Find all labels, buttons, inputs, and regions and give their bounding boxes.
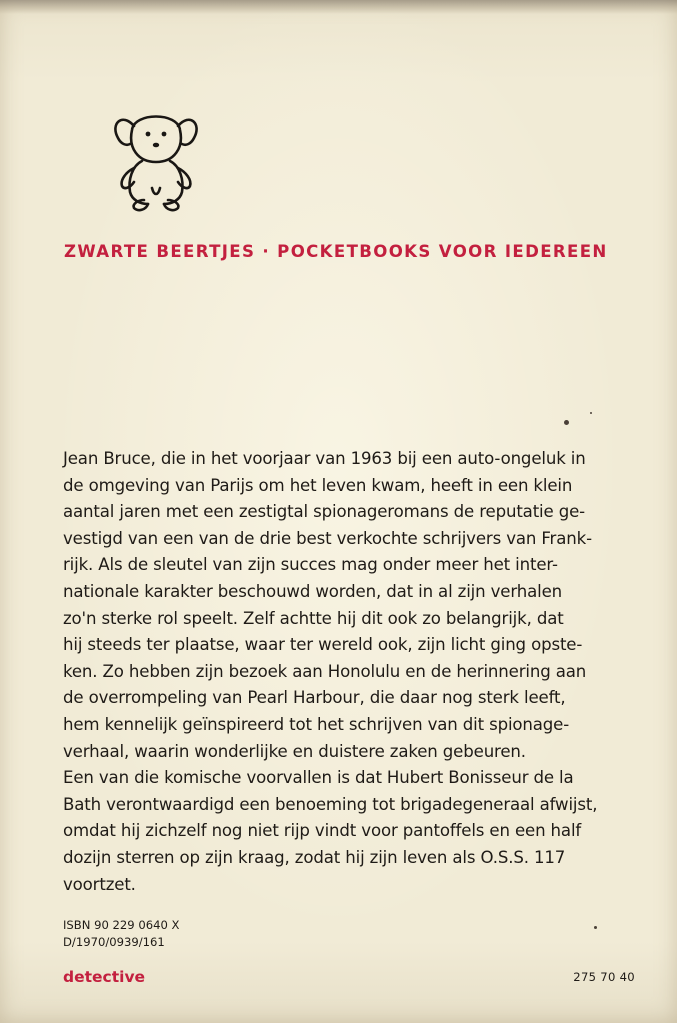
series-title: ZWARTE BEERTJES · POCKETBOOKS VOOR IEDEREEN bbox=[64, 242, 608, 261]
paper-speck bbox=[564, 420, 569, 425]
blurb-line: hem kennelijk geïnspireerd tot het schrijven van dit spionage- bbox=[63, 714, 570, 734]
blurb-line: voortzet. bbox=[63, 874, 136, 894]
blurb-line: aantal jaren met een zestigtal spionageromans de reputatie ge- bbox=[63, 502, 585, 522]
bear-logo-icon bbox=[112, 104, 202, 214]
genre-label: detective bbox=[63, 968, 146, 986]
blurb-line: dozijn sterren op zijn kraag, zodat hij zijn leven als O.S.S. 117 bbox=[63, 847, 566, 867]
blurb-line: Bath verontwaardigd een benoeming tot brigadegeneraal afwijst, bbox=[63, 794, 598, 814]
blurb-line: de omgeving van Parijs om het leven kwam, heeft in een klein bbox=[63, 475, 573, 495]
blurb-line: nationale karakter beschouwd worden, dat in al zijn verhalen bbox=[63, 581, 563, 601]
paper-speck bbox=[594, 926, 597, 929]
blurb-line: verhaal, waarin wonderlijke en duistere zaken gebeuren. bbox=[63, 741, 526, 761]
publication-codes bbox=[63, 917, 179, 951]
page-top-edge bbox=[0, 0, 677, 14]
blurb-line: zo'n sterke rol speelt. Zelf achtte hij dit ook zo belangrijk, dat bbox=[63, 608, 564, 628]
blurb-line: vestigd van een van de drie best verkochte schrijvers van Frank- bbox=[63, 528, 592, 548]
blurb-line: Een van die komische voorvallen is dat Hubert Bonisseur de la bbox=[63, 768, 574, 788]
blurb-line: de overrompeling van Pearl Harbour, die daar nog sterk leeft, bbox=[63, 688, 566, 708]
catalog-number: 275 70 40 bbox=[573, 970, 635, 984]
blurb-line: Jean Bruce, die in het voorjaar van 1963 bij een auto-ongeluk in bbox=[63, 449, 586, 468]
blurb-text bbox=[63, 446, 643, 898]
blurb-line: hij steeds ter plaatse, waar ter wereld ook, zijn licht ging opste- bbox=[63, 635, 583, 655]
blurb-line: omdat hij zichzelf nog niet rijp vindt voor pantoffels en een half bbox=[63, 821, 582, 841]
paper-speck bbox=[590, 412, 592, 414]
blurb-line: ken. Zo hebben zijn bezoek aan Honolulu en de herinnering aan bbox=[63, 661, 587, 681]
deposit-number: D/1970/0939/161 bbox=[63, 935, 165, 949]
blurb-line: rijk. Als de sleutel van zijn succes mag onder meer het inter- bbox=[63, 555, 558, 575]
isbn-number: ISBN 90 229 0640 X bbox=[63, 918, 180, 932]
